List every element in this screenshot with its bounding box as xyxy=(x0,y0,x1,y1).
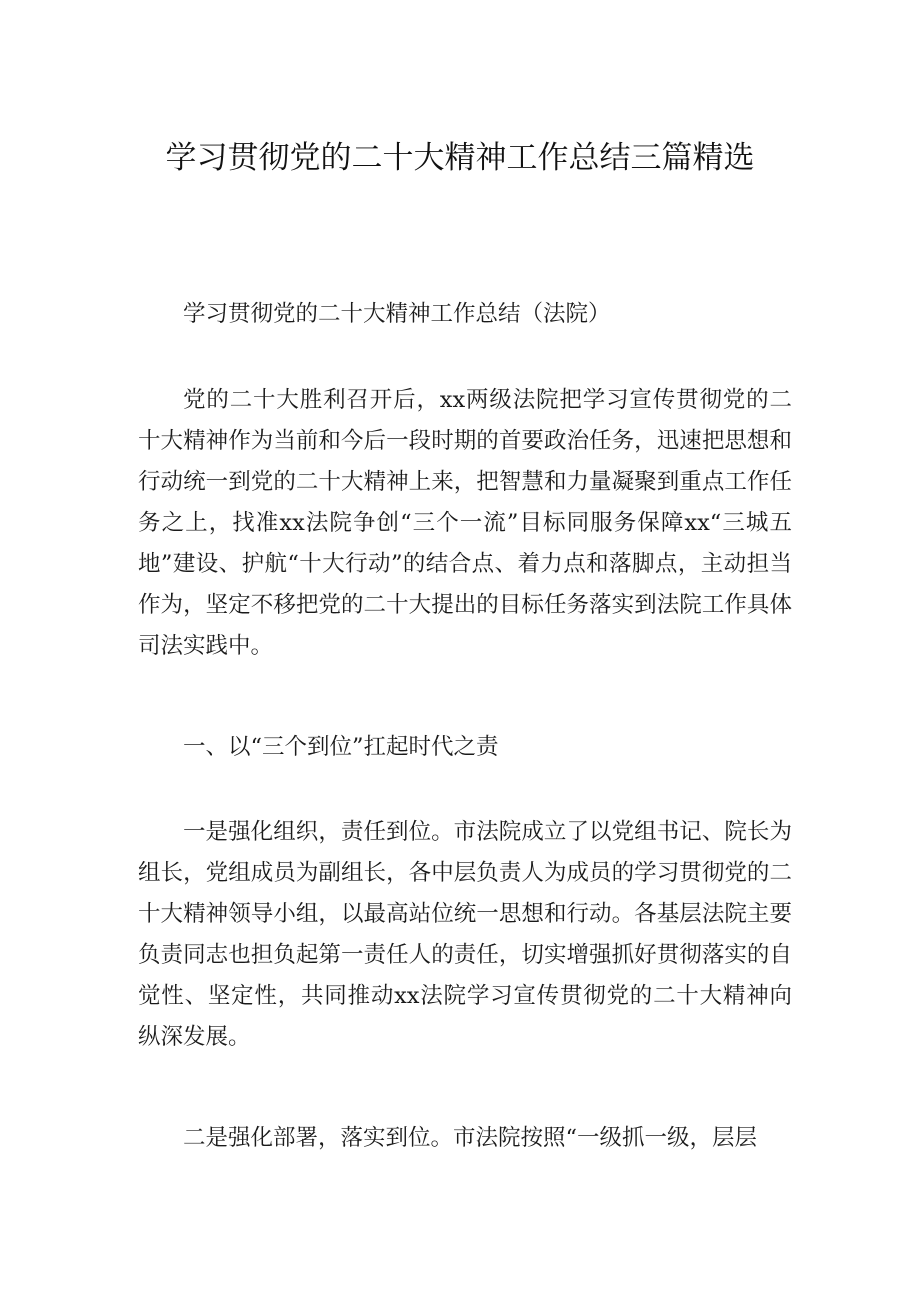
section-subtitle: 学习贯彻党的二十大精神工作总结（法院） xyxy=(183,301,611,327)
document-title: 学习贯彻党的二十大精神工作总结三篇精选 xyxy=(165,139,755,176)
body-paragraph: 一是强化组织，责任到位。市法院成立了以党组书记、院长为组长，党组成员为副组长，各中层负责人为成员的学习贯彻党的二十大精神领导小组，以最高站位统一思想和行动。各基层法院主要负责同志也担负起第一责任人的责任，切实增强抓好贯彻落实的自觉性、坚定性，共同推动xx法院学习宣传贯彻党的二十大精神向纵深发展。 xyxy=(138,819,792,1050)
section-heading: 一、以“三个到位”扛起时代之责 xyxy=(183,734,499,760)
body-paragraph: 二是强化部署，落实到位。市法院按照“一级抓一级，层层 xyxy=(183,1125,758,1151)
body-paragraph: 党的二十大胜利召开后，xx两级法院把学习宣传贯彻党的二十大精神作为当前和今后一段时期的首要政治任务，迅速把思想和行动统一到党的二十大精神上来，把智慧和力量凝聚到重点工作任务之上，找准xx法院争创“三个一流”目标同服务保障xx“三城五地”建设、护航“十大行动”的结合点、着力点和落脚点，主动担当作为，坚定不移把党的二十大提出的目标任务落实到法院工作具体司法实践中。 xyxy=(138,387,792,659)
